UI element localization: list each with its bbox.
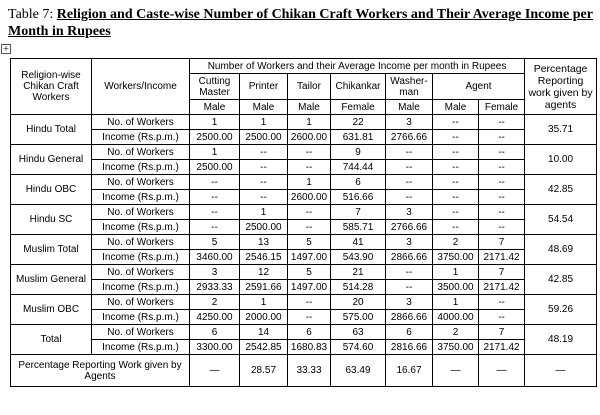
group-name: Hindu OBC (11, 175, 92, 205)
caption-title: Religion and Caste-wise Number of Chikan Craft Workers and Their Average Income per Month in Rupees (8, 7, 593, 39)
group-name: Hindu General (11, 145, 92, 175)
row-label-income-text: Income (Rs.p.m.) (102, 191, 179, 203)
income-cell: 2500.00 (240, 220, 288, 235)
workers-cell: -- (288, 145, 331, 160)
table-row (11, 115, 597, 130)
workers-income-table (10, 58, 597, 387)
footer-cell: — (433, 355, 479, 387)
footer-cell: 28.57 (240, 355, 288, 387)
workers-cell: 2 (433, 325, 479, 340)
group-name: Muslim OBC (11, 295, 92, 325)
workers-cell: 3 (386, 205, 433, 220)
workers-cell: -- (479, 145, 525, 160)
group-name: Muslim Total (11, 235, 92, 265)
workers-cell: 5 (288, 265, 331, 280)
occupation-header: Cutting Master (190, 74, 240, 100)
row-label-workers: No. of Workers (92, 265, 190, 280)
row-label-income (92, 340, 190, 355)
percentage-cell: 35.71 (525, 115, 597, 145)
workers-cell: 1 (240, 205, 288, 220)
row-label-income (92, 250, 190, 265)
income-cell: 2171.42 (479, 280, 525, 295)
income-cell: 3750.00 (433, 340, 479, 355)
header-percentage: Percentage Reporting work given by agents (525, 59, 597, 115)
income-cell: 2766.66 (386, 220, 433, 235)
row-label-income (92, 310, 190, 325)
table-row (11, 145, 597, 160)
table-row (11, 160, 597, 175)
workers-cell: -- (433, 175, 479, 190)
income-cell: 2500.00 (190, 130, 240, 145)
footer-label: Percentage Reporting Work given by Agents (11, 355, 190, 387)
row-label-workers: No. of Workers (92, 145, 190, 160)
table-row (11, 205, 597, 220)
workers-cell: 3 (386, 115, 433, 130)
gender-header: Male (386, 100, 433, 115)
workers-cell: -- (386, 175, 433, 190)
workers-cell: 1 (433, 295, 479, 310)
gender-header: Male (288, 100, 331, 115)
workers-cell: 63 (331, 325, 386, 340)
workers-cell: -- (190, 205, 240, 220)
workers-cell: -- (433, 205, 479, 220)
table-row (11, 235, 597, 250)
row-label-income-text: Income (Rs.p.m.) (102, 161, 179, 173)
income-cell: -- (240, 160, 288, 175)
workers-cell: 3 (386, 235, 433, 250)
workers-cell: 7 (479, 325, 525, 340)
caption-prefix: Table 7: (8, 7, 57, 22)
income-cell: -- (240, 190, 288, 205)
row-label-income-text: Income (Rs.p.m.) (102, 311, 179, 323)
workers-cell: 3 (386, 295, 433, 310)
table-row (11, 250, 597, 265)
percentage-cell: 10.00 (525, 145, 597, 175)
workers-cell: -- (433, 145, 479, 160)
workers-cell: -- (479, 115, 525, 130)
workers-cell: 1 (190, 145, 240, 160)
workers-cell: 7 (479, 235, 525, 250)
income-cell: 516.66 (331, 190, 386, 205)
workers-cell: 7 (331, 205, 386, 220)
row-label-workers: No. of Workers (92, 205, 190, 220)
percentage-cell: 59.26 (525, 295, 597, 325)
occupation-header: Washer-man (386, 74, 433, 100)
income-cell: 2171.42 (479, 340, 525, 355)
workers-cell: 6 (190, 325, 240, 340)
percentage-cell: 48.69 (525, 235, 597, 265)
row-label-income (92, 160, 190, 175)
group-name: Hindu SC (11, 205, 92, 235)
workers-cell: 6 (386, 325, 433, 340)
workers-cell: 5 (288, 235, 331, 250)
table-caption (8, 6, 596, 40)
table-row (11, 190, 597, 205)
workers-cell: 20 (331, 295, 386, 310)
footer-cell: 33.33 (288, 355, 331, 387)
row-label-workers: No. of Workers (92, 325, 190, 340)
workers-cell: 14 (240, 325, 288, 340)
header-group: Number of Workers and their Average Income per month in Rupees (190, 59, 525, 74)
income-cell: 574.60 (331, 340, 386, 355)
row-label-income-text: Income (Rs.p.m.) (102, 221, 179, 233)
workers-cell: 22 (331, 115, 386, 130)
workers-cell: 2 (433, 235, 479, 250)
income-cell: -- (288, 310, 331, 325)
income-cell: -- (479, 310, 525, 325)
income-cell: 2500.00 (240, 130, 288, 145)
income-cell: 4000.00 (433, 310, 479, 325)
income-cell: 2000.00 (240, 310, 288, 325)
occupation-header: Tailor (288, 74, 331, 100)
gender-header: Male (240, 100, 288, 115)
workers-cell: 21 (331, 265, 386, 280)
workers-cell: -- (479, 295, 525, 310)
income-cell: 2866.66 (386, 310, 433, 325)
gender-header: Male (433, 100, 479, 115)
income-cell: 514.28 (331, 280, 386, 295)
footer-percentage-cell: — (525, 355, 597, 387)
occupation-header: Chikankar (331, 74, 386, 100)
income-cell: 2500.00 (190, 160, 240, 175)
table-move-handle-icon[interactable]: + (2, 44, 10, 53)
workers-cell: -- (479, 175, 525, 190)
income-cell: -- (433, 190, 479, 205)
income-cell: 585.71 (331, 220, 386, 235)
income-cell: 2766.66 (386, 130, 433, 145)
workers-cell: 3 (190, 265, 240, 280)
income-cell: 631.81 (331, 130, 386, 145)
table-row (11, 295, 597, 310)
income-cell: 3460.00 (190, 250, 240, 265)
percentage-cell: 54.54 (525, 205, 597, 235)
income-cell: 2600.00 (288, 190, 331, 205)
table-row (11, 310, 597, 325)
workers-cell: 9 (331, 145, 386, 160)
table-row (11, 265, 597, 280)
income-cell: 543.90 (331, 250, 386, 265)
income-cell: 2816.66 (386, 340, 433, 355)
occupation-header: Printer (240, 74, 288, 100)
footer-cell: — (190, 355, 240, 387)
row-label-income-text: Income (Rs.p.m.) (102, 341, 179, 353)
gender-header: Male (190, 100, 240, 115)
header-workers-income: Workers/Income (92, 59, 190, 115)
workers-cell: 5 (190, 235, 240, 250)
workers-cell: 1 (288, 175, 331, 190)
income-cell: 2171.42 (479, 250, 525, 265)
percentage-cell: 42.85 (525, 175, 597, 205)
income-cell: -- (386, 160, 433, 175)
workers-cell: 13 (240, 235, 288, 250)
percentage-cell: 48.19 (525, 325, 597, 355)
occupation-header: Agent (433, 74, 525, 100)
income-cell: -- (433, 130, 479, 145)
income-cell: 4250.00 (190, 310, 240, 325)
income-cell: -- (433, 220, 479, 235)
footer-cell: — (479, 355, 525, 387)
income-cell: -- (479, 160, 525, 175)
table-row (11, 280, 597, 295)
income-cell: 575.00 (331, 310, 386, 325)
workers-cell: -- (240, 145, 288, 160)
workers-cell: 6 (288, 325, 331, 340)
income-cell: 2933.33 (190, 280, 240, 295)
row-label-workers: No. of Workers (92, 295, 190, 310)
workers-cell: -- (386, 145, 433, 160)
income-cell: -- (433, 160, 479, 175)
row-label-workers: No. of Workers (92, 235, 190, 250)
income-cell: 2546.15 (240, 250, 288, 265)
table-row (11, 340, 597, 355)
workers-cell: 6 (331, 175, 386, 190)
row-label-income-text: Income (Rs.p.m.) (102, 281, 179, 293)
table-row (11, 220, 597, 235)
workers-cell: 12 (240, 265, 288, 280)
workers-cell: 7 (479, 265, 525, 280)
income-cell: -- (288, 160, 331, 175)
income-cell: -- (386, 280, 433, 295)
table-row (11, 175, 597, 190)
income-cell: -- (386, 190, 433, 205)
income-cell: 1680.83 (288, 340, 331, 355)
row-label-income (92, 190, 190, 205)
footer-cell: 63.49 (331, 355, 386, 387)
income-cell: 3300.00 (190, 340, 240, 355)
group-name: Total (11, 325, 92, 355)
income-cell: -- (479, 220, 525, 235)
income-cell: 2866.66 (386, 250, 433, 265)
income-cell: -- (288, 220, 331, 235)
income-cell: -- (190, 190, 240, 205)
income-cell: 3750.00 (433, 250, 479, 265)
income-cell: -- (479, 190, 525, 205)
workers-cell: 41 (331, 235, 386, 250)
workers-cell: 1 (433, 265, 479, 280)
workers-cell: 1 (288, 115, 331, 130)
percentage-cell: 42.85 (525, 265, 597, 295)
income-cell: 3500.00 (433, 280, 479, 295)
workers-cell: 1 (240, 115, 288, 130)
workers-cell: 2 (190, 295, 240, 310)
workers-cell: -- (479, 205, 525, 220)
gender-header: Female (479, 100, 525, 115)
workers-cell: -- (240, 175, 288, 190)
table-row (11, 325, 597, 340)
workers-cell: -- (190, 175, 240, 190)
gender-header: Female (331, 100, 386, 115)
row-label-income (92, 220, 190, 235)
footer-cell: 16.67 (386, 355, 433, 387)
income-cell: 2600.00 (288, 130, 331, 145)
row-label-income (92, 280, 190, 295)
income-cell: 2591.66 (240, 280, 288, 295)
row-label-workers: No. of Workers (92, 115, 190, 130)
income-cell: 1497.00 (288, 280, 331, 295)
table-row-footer (11, 355, 597, 387)
income-cell: 1497.00 (288, 250, 331, 265)
workers-cell: 1 (240, 295, 288, 310)
row-label-income-text: Income (Rs.p.m.) (102, 251, 179, 263)
workers-cell: -- (288, 295, 331, 310)
income-cell: 744.44 (331, 160, 386, 175)
income-cell: -- (190, 220, 240, 235)
row-label-workers: No. of Workers (92, 175, 190, 190)
table-row (11, 130, 597, 145)
workers-cell: -- (288, 205, 331, 220)
row-label-income-text: Income (Rs.p.m.) (102, 131, 179, 143)
workers-cell: -- (386, 265, 433, 280)
header-religion: Religion-wise Chikan Craft Workers (11, 59, 92, 115)
group-name: Muslim General (11, 265, 92, 295)
workers-cell: -- (433, 115, 479, 130)
income-cell: 2542.85 (240, 340, 288, 355)
group-name: Hindu Total (11, 115, 92, 145)
workers-cell: 1 (190, 115, 240, 130)
income-cell: -- (479, 130, 525, 145)
row-label-income (92, 130, 190, 145)
